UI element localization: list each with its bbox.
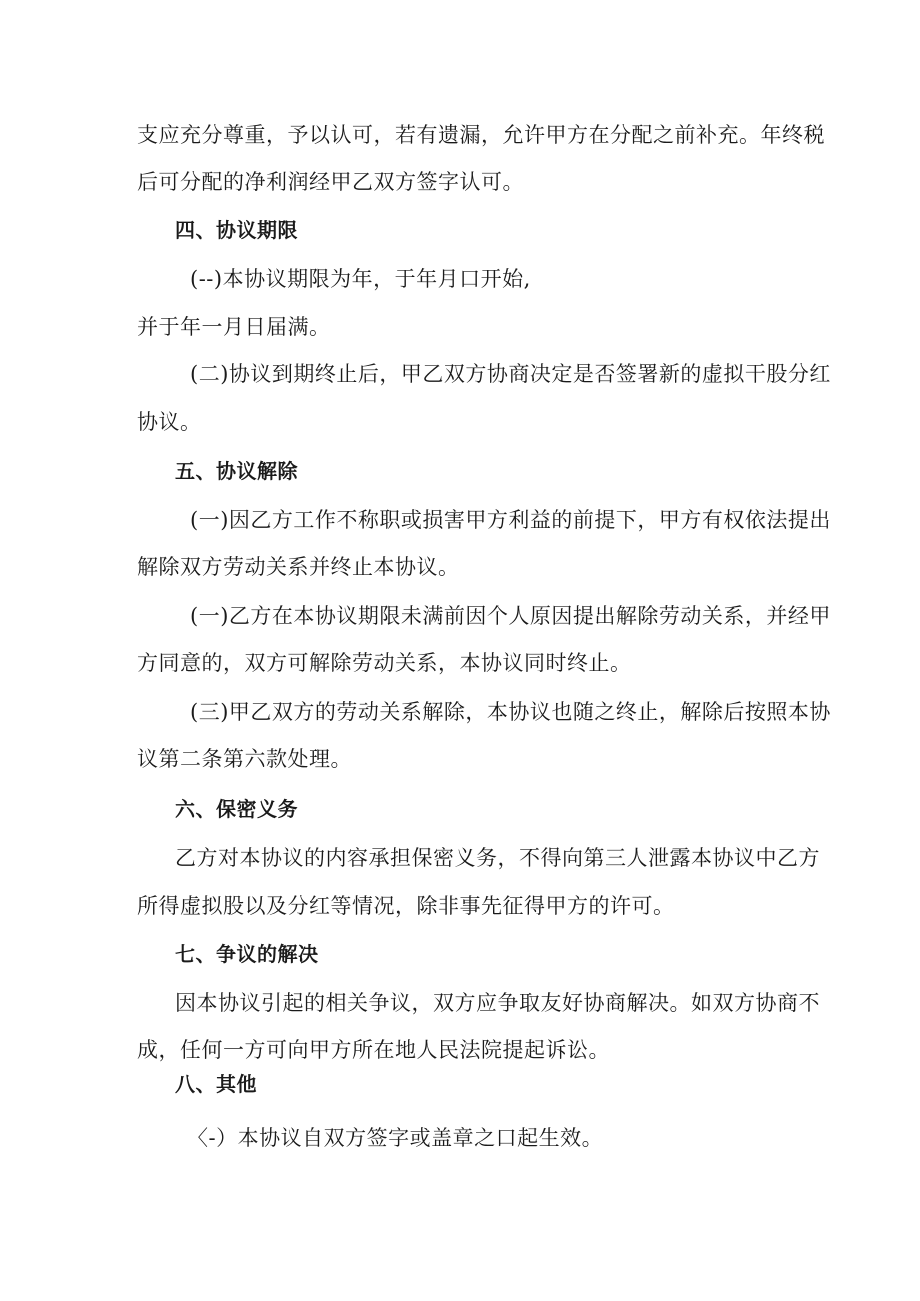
continuation-line-2: 后可分配的净利润经甲乙双方签字认可。	[137, 170, 524, 194]
section-heading-confidentiality: 六、保密义务	[175, 797, 298, 821]
section-heading-other: 八、其他	[175, 1072, 257, 1096]
term-item-2-line-2: 协议。	[137, 410, 202, 434]
dispute-para-line-1: 因本协议引起的相关争议，双方应争取友好协商解决。如双方协商不	[175, 991, 820, 1015]
dispute-para-line-2: 成，任何一方可向甲方所在地人民法院提起诉讼。	[137, 1038, 610, 1062]
section-heading-dispute: 七、争议的解决	[175, 942, 319, 966]
termination-item-1-line-2: 解除双方劳动关系并终止本协议。	[137, 555, 460, 579]
confidentiality-para-line-1: 乙方对本协议的内容承担保密义务，不得向第三人泄露本协议中乙方	[175, 846, 820, 870]
term-item-1-line-1: (--)本协议期限为年，于年月口开始,	[190, 267, 531, 291]
continuation-line-1: 支应充分尊重，予以认可，若有遗漏，允许甲方在分配之前补充。年终税	[137, 123, 825, 147]
termination-item-2-line-2: 方同意的，双方可解除劳动关系，本协议同时终止。	[137, 651, 632, 675]
termination-item-2-line-1: (一)乙方在本协议期限未满前因个人原因提出解除劳动关系，并经甲	[190, 604, 831, 628]
termination-item-3-line-1: (三)甲乙双方的劳动关系解除，本协议也随之终止，解除后按照本协	[190, 700, 831, 724]
termination-item-3-line-2: 议第二条第六款处理。	[137, 747, 352, 771]
confidentiality-para-line-2: 所得虚拟股以及分红等情况，除非事先征得甲方的许可。	[137, 894, 675, 918]
term-item-1-line-2: 并于年一月日届满。	[137, 315, 331, 339]
term-item-2-line-1: (二)协议到期终止后，甲乙双方协商决定是否签署新的虚拟干股分红	[190, 362, 831, 386]
section-heading-termination: 五、协议解除	[175, 459, 298, 483]
section-heading-term: 四、协议期限	[175, 218, 298, 242]
termination-item-1-line-1: (一)因乙方工作不称职或损害甲方利益的前提下，甲方有权依法提出	[190, 508, 831, 532]
other-item-1-line-1: 〈-）本协议自双方签字或盖章之口起生效。	[187, 1126, 604, 1150]
